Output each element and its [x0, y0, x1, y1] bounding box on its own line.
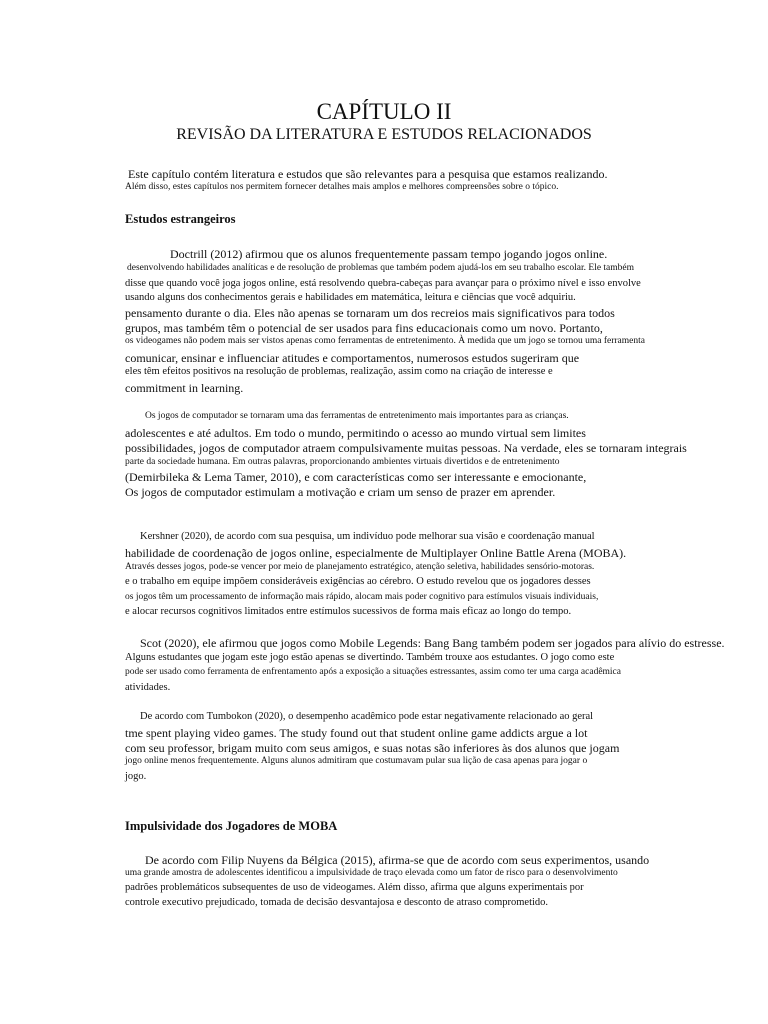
para6-line: padrões problemáticos subsequentes de uso de videogames. Além disso, afirma que alguns experimentais por [125, 882, 584, 893]
para1-line: grupos, mas também têm o potencial de ser usados para fins educacionais como um novo. Portanto, [125, 321, 603, 335]
section-heading-moba-impulsivity: Impulsividade dos Jogadores de MOBA [125, 819, 338, 833]
section-heading-foreign-studies: Estudos estrangeiros [125, 212, 236, 226]
para1-line: commitment in learning. [125, 381, 244, 395]
para2-line: adolescentes e até adultos. Em todo o mundo, permitindo o acesso ao mundo virtual sem limites [125, 426, 586, 440]
para1-line: disse que quando você joga jogos online, está resolvendo quebra-cabeças para avançar para o próximo nível e isso envolve [125, 278, 641, 289]
para5-line: jogo. [125, 771, 147, 782]
para4-line: pode ser usado como ferramenta de enfrentamento após a exposição a situações estressantes, assim como ter uma carga acadêmica [125, 667, 621, 677]
para1-line: pensamento durante o dia. Eles não apenas se tornaram um dos recreios mais significativos para todos [125, 306, 615, 320]
intro-line-1: Este capítulo contém literatura e estudos que são relevantes para a pesquisa que estamos realizando. [128, 167, 608, 181]
para6-line: controle executivo prejudicado, tomada de decisão desvantajosa e desconto de atraso comprometido. [125, 897, 549, 908]
para3-line: Kershner (2020), de acordo com sua pesquisa, um indivíduo pode melhorar sua visão e coordenação manual [140, 531, 595, 542]
chapter-title: CAPÍTULO II [316, 99, 452, 124]
para2-line: (Demirbileka & Lema Tamer, 2010), e com características como ser interessante e emocionante, [125, 470, 587, 484]
para1-line: usando alguns dos conhecimentos gerais e habilidades em matemática, leitura e ciências que você adquiriu. [125, 292, 576, 303]
para3-line: Através desses jogos, pode-se vencer por meio de planejamento estratégico, atenção seletiva, habilidades sensório-motoras. [125, 562, 595, 572]
para4-line: Scot (2020), ele afirmou que jogos como Mobile Legends: Bang Bang também podem ser jogados para alívio do estresse. [140, 636, 725, 650]
para3-line: e o trabalho em equipe impõem consideráveis exigências ao cérebro. O estudo revelou que os jogadores desses [125, 576, 591, 587]
para1-line: os videogames não podem mais ser vistos apenas como ferramentas de entretenimento. À medida que um jogo se tornou uma ferramenta [125, 336, 645, 346]
para6-line: uma grande amostra de adolescentes identificou a impulsividade de traço elevada como um fator de risco para o desenvolvimento [125, 868, 618, 878]
para6-line: De acordo com Filip Nuyens da Bélgica (2015), afirma-se que de acordo com seus experimentos, usando [145, 853, 650, 867]
para4-line: Alguns estudantes que jogam este jogo estão apenas se divertindo. Também trouxe aos estudantes. O jogo como este [125, 652, 615, 663]
para1-line: Doctrill (2012) afirmou que os alunos frequentemente passam tempo jogando jogos online. [170, 247, 608, 261]
para1-line: desenvolvendo habilidades analíticas e de resolução de problemas que também podem ajudá-los em seu trabalho escolar. Ele também [127, 263, 635, 273]
para2-line: parte da sociedade humana. Em outras palavras, proporcionando ambientes virtuais divertidos e de entretenimento [125, 457, 560, 467]
intro-line-2: Além disso, estes capítulos nos permitem fornecer detalhes mais amplos e melhores compreensões sobre o tópico. [125, 182, 559, 192]
para2-line: possibilidades, jogos de computador atraem compulsivamente muitas pessoas. Na verdade, eles se tornaram integrais [125, 441, 687, 455]
para1-line: eles têm efeitos positivos na resolução de problemas, realização, assim como na criação de interesse e [125, 366, 553, 377]
para4-line: atividades. [125, 682, 171, 693]
para5-line: tme spent playing video games. The study found out that student online game addicts argue a lot [125, 726, 588, 740]
para5-line: De acordo com Tumbokon (2020), o desempenho acadêmico pode estar negativamente relacionado ao geral [140, 711, 594, 722]
chapter-subtitle: REVISÃO DA LITERATURA E ESTUDOS RELACIONADOS [176, 126, 592, 143]
para3-line: e alocar recursos cognitivos limitados entre estímulos sucessivos de forma mais eficaz ao longo do tempo. [125, 606, 572, 617]
para3-line: os jogos têm um processamento de informação mais rápido, alocam mais poder cognitivo para estímulos visuais individuais, [125, 592, 599, 602]
para5-line: jogo online menos frequentemente. Alguns alunos admitiram que costumavam pular sua lição de casa apenas para jogar o [125, 756, 588, 766]
para2-line: Os jogos de computador se tornaram uma das ferramentas de entretenimento mais importantes para as crianças. [145, 411, 569, 421]
para5-line: com seu professor, brigam muito com seus amigos, e suas notas são inferiores às dos alunos que jogam [125, 741, 620, 755]
para1-line: comunicar, ensinar e influenciar atitudes e comportamentos, numerosos estudos sugeriram que [125, 351, 580, 365]
para3-line: habilidade de coordenação de jogos online, especialmente de Multiplayer Online Battle Arena (MOBA). [125, 546, 627, 560]
para2-line: Os jogos de computador estimulam a motivação e criam um senso de prazer em aprender. [125, 485, 556, 499]
